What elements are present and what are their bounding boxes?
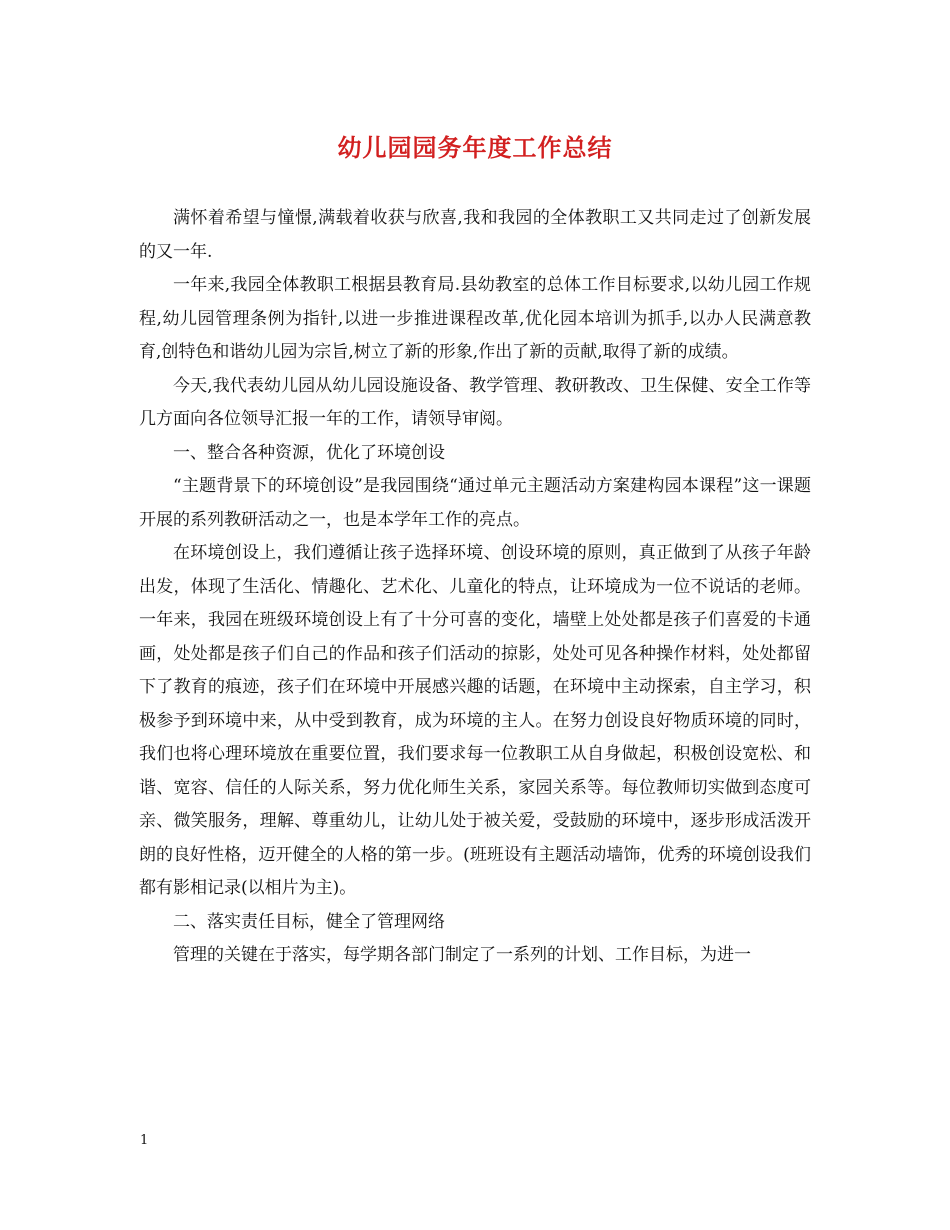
paragraph-intro: 满怀着希望与憧憬,满载着收获与欣喜,我和我园的全体教职工又共同走过了创新发展的又一年. bbox=[139, 208, 811, 262]
document-body bbox=[139, 202, 811, 973]
section-heading-2: 二、落实责任目标，健全了管理网络 bbox=[173, 911, 445, 932]
paragraph-environment-details: 在环境创设上，我们遵循让孩子选择环境、创设环境的原则，真正做到了从孩子年龄出发，体现了生活化、情趣化、艺术化、儿童化的特点，让环境成为一位不说话的老师。一年来，我园在班级环境创设上有了十分可喜的变化，墙壁上处处都是孩子们喜爱的卡通画，处处都是孩子们自己的作品和孩子们活动的掠影，处处可见各种操作材料，处处都留下了教育的痕迹，孩子们在环境中开展感兴趣的话题，在环境中主动探索，自主学习，积极参予到环境中来，从中受到教育，成为环境的主人。在努力创设良好物质环境的同时，我们也将心理环境放在重要位置，我们要求每一位教职工从自身做起，积极创设宽松、和谐、宽容、信任的人际关系，努力优化师生关系，家园关系等。每位教师切实做到态度可亲、微笑服务，理解、尊重幼儿，让幼儿处于被关爱，受鼓励的环境中，逐步形成活泼开朗的良好性格，迈开健全的人格的第一步。(班班设有主题活动墙饰，优秀的环境创设我们都有影相记录(以相片为主)。 bbox=[139, 543, 811, 898]
paragraph-management: 管理的关键在于落实，每学期各部门制定了一系列的计划、工作目标，为进一 bbox=[173, 945, 751, 965]
paragraph-report-scope: 今天,我代表幼儿园从幼儿园设施设备、教学管理、教研教改、卫生保健、安全工作等几方面向各位领导汇报一年的工作，请领导审阅。 bbox=[139, 375, 811, 429]
paragraph-theme-environment: “主题背景下的环境创设”是我园围绕“通过单元主题活动方案建构园本课程”这一课题开展的系列教研活动之一，也是本学年工作的亮点。 bbox=[139, 476, 811, 530]
document-title: 幼儿园园务年度工作总结 bbox=[337, 133, 613, 162]
page-number: 1 bbox=[140, 1133, 149, 1148]
section-heading-1: 一、整合各种资源，优化了环境创设 bbox=[173, 442, 445, 463]
paragraph-overview: 一年来,我园全体教职工根据县教育局.县幼教室的总体工作目标要求,以幼儿园工作规程,幼儿园管理条例为指针,以进一步推进课程改革,优化园本培训为抓手,以办人民满意教育,创特色和谐幼儿园为宗旨,树立了新的形象,作出了新的贡献,取得了新的成绩。 bbox=[139, 275, 811, 362]
